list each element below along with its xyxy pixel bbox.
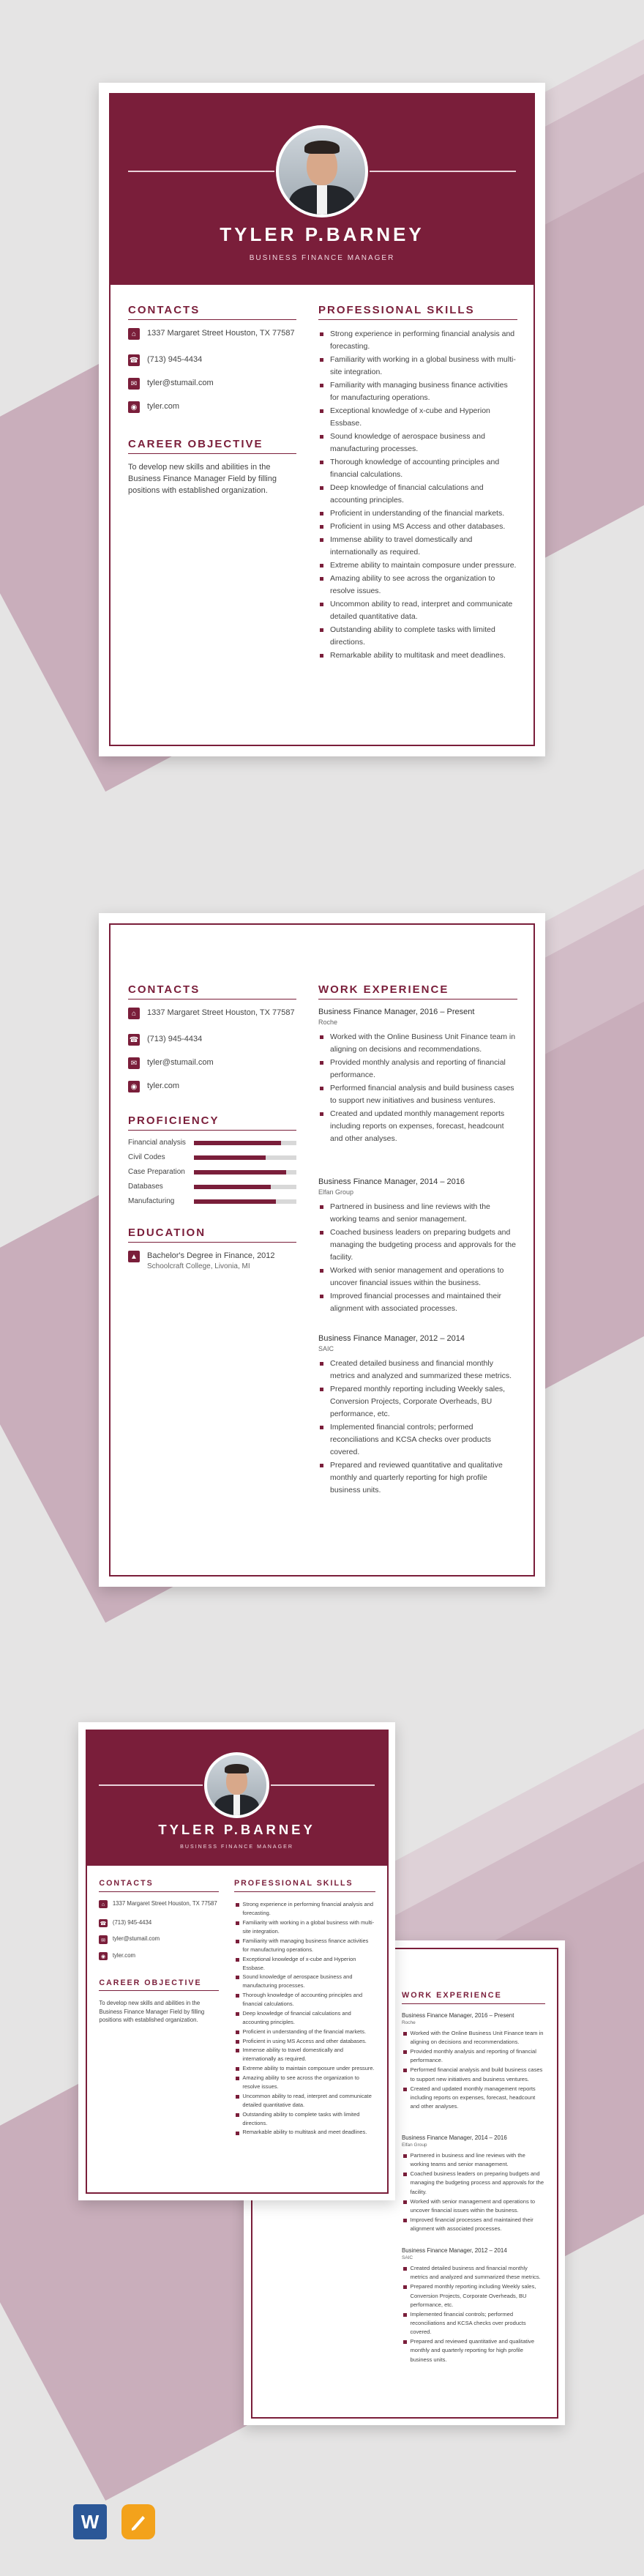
bullet-item: Provided monthly analysis and reporting of financial performance. <box>318 1057 517 1082</box>
contact-item <box>128 1008 296 1019</box>
bullet-item: Familiarity with managing business finance activities for manufacturing operations. <box>234 1937 375 1954</box>
header-line-left <box>99 1784 203 1786</box>
job-title: Business Finance Manager, 2014 – 2016 <box>402 2134 507 2141</box>
bullet-item: Performed financial analysis and build business cases to support new initiatives and business ventures. <box>402 2066 545 2083</box>
bullet-item: Implemented financial controls; performed reconciliations and KCSA checks over products covered. <box>402 2310 545 2337</box>
graduation-cap-icon: ▲ <box>128 1251 140 1262</box>
education-degree: Bachelor's Degree in Finance, 2012 <box>147 1251 275 1260</box>
education-school: Schoolcraft College, Livonia, MI <box>147 1262 250 1270</box>
bullet-item: Proficient in using MS Access and other databases. <box>318 521 517 533</box>
bullet-item: Created detailed business and financial monthly metrics and analyzed and summarized these metrics. <box>402 2264 545 2282</box>
bullet-item: Improved financial processes and maintained their alignment with associated processes. <box>318 1290 517 1315</box>
contact-text: tyler@stumail.com <box>147 379 214 387</box>
bullet-item: Worked with the Online Business Unit Finance team in aligning on decisions and recommendations. <box>402 2029 545 2047</box>
profile-photo <box>204 1752 269 1817</box>
bullet-item: Worked with the Online Business Unit Finance team in aligning on decisions and recommendations. <box>318 1031 517 1056</box>
job-company: Roche <box>318 1019 338 1026</box>
bullet-item: Uncommon ability to read, interpret and communicate detailed quantitative data. <box>234 2092 375 2110</box>
proficiency-fill <box>194 1155 266 1160</box>
proficiency-bar <box>194 1155 296 1160</box>
proficiency-item <box>128 1168 296 1176</box>
bullet-item: Exceptional knowledge of x-cube and Hyperion Essbase. <box>234 1955 375 1973</box>
proficiency-fill <box>194 1170 286 1175</box>
job-title: Business Finance Manager, 2012 – 2014 <box>318 1334 465 1343</box>
header-line-left <box>128 171 274 172</box>
contact-text: 1337 Margaret Street Houston, TX 77587 <box>147 329 295 338</box>
bullet-list <box>402 2151 545 2234</box>
job-company: Elfan Group <box>402 2142 427 2148</box>
contact-item <box>128 1081 296 1092</box>
contact-item <box>128 328 296 340</box>
bullet-item: Implemented financial controls; performed reconciliations and KCSA checks over products covered. <box>318 1421 517 1459</box>
job-title: Business Finance Manager, 2014 – 2016 <box>318 1177 465 1186</box>
job-title: Business Finance Manager, 2012 – 2014 <box>402 2247 507 2255</box>
web-icon: ◉ <box>99 1952 107 1960</box>
education-text <box>147 1251 296 1271</box>
bullet-item: Partnered in business and line reviews with the working teams and senior management. <box>402 2151 545 2169</box>
proficiency-bar <box>194 1185 296 1189</box>
photo-shirt <box>317 185 327 215</box>
proficiency-label: Manufacturing <box>128 1197 175 1205</box>
proficiency-label: Financial analysis <box>128 1139 186 1147</box>
contact-text: 1337 Margaret Street Houston, TX 77587 <box>147 1008 295 1017</box>
bullet-item: Familiarity with working in a global business with multi-site integration. <box>234 1918 375 1936</box>
bullet-list <box>234 1900 375 2137</box>
skills-title: PROFESSIONAL SKILLS <box>234 1879 353 1888</box>
contacts-title-rule <box>99 1891 218 1892</box>
bullet-item: Extreme ability to maintain composure under pressure. <box>318 559 517 572</box>
contact-item <box>128 1034 296 1046</box>
photo-hair <box>304 141 339 155</box>
location-icon: ⌂ <box>99 1900 107 1908</box>
education-item <box>128 1251 296 1271</box>
bullet-item: Remarkable ability to multitask and meet deadlines. <box>234 2128 375 2137</box>
contact-text: (713) 945-4434 <box>147 1035 203 1043</box>
skills-title-rule <box>318 319 517 320</box>
bullet-item: Prepared monthly reporting including Weekly sales, Conversion Projects, Corporate Overheads, BU performance, etc. <box>318 1383 517 1421</box>
proficiency-bar <box>194 1199 296 1204</box>
proficiency-bar <box>194 1170 296 1175</box>
location-icon: ⌂ <box>128 1008 140 1019</box>
bullet-item: Performed financial analysis and build business cases to support new initiatives and business ventures. <box>318 1082 517 1107</box>
bullet-list <box>318 328 517 663</box>
education-title-rule <box>128 1242 296 1243</box>
photo-shirt <box>233 1795 241 1815</box>
bullet-item: Created and updated monthly management reports including reports on expenses, forecast, headcount and other analyses. <box>402 2085 545 2112</box>
contact-item <box>128 401 296 413</box>
bullet-item: Deep knowledge of financial calculations and accounting principles. <box>234 2009 375 2027</box>
bullet-item: Coached business leaders on preparing budgets and managing the budgeting process and approvals for the facility. <box>402 2170 545 2197</box>
objective-title-rule <box>128 453 296 454</box>
bullet-list <box>318 1358 517 1497</box>
photo-hair <box>225 1764 249 1773</box>
proficiency-label: Civil Codes <box>128 1153 165 1161</box>
job-company: Elfan Group <box>318 1188 354 1196</box>
contacts-title: CONTACTS <box>128 304 201 316</box>
contact-text: tyler.com <box>112 1952 136 1959</box>
proficiency-bar <box>194 1141 296 1145</box>
proficiency-title-rule <box>128 1130 296 1131</box>
phone-icon: ☎ <box>99 1919 107 1927</box>
location-icon: ⌂ <box>128 328 140 340</box>
bullet-item: Proficient in using MS Access and other databases. <box>234 2037 375 2046</box>
candidate-name: TYLER P.BARNEY <box>220 223 424 245</box>
contact-item <box>128 354 296 366</box>
proficiency-label: Databases <box>128 1183 163 1191</box>
career-objective-text: To develop new skills and abilities in the Business Finance Manager Field by filling positions with established organization. <box>128 463 277 495</box>
contact-text: tyler@stumail.com <box>112 1935 160 1943</box>
bullet-item: Created and updated monthly management reports including reports on expenses, forecast, headcount and other analyses. <box>318 1108 517 1145</box>
contact-text: (713) 945-4434 <box>147 355 203 364</box>
job-title: Business Finance Manager, 2016 – Present <box>318 1008 475 1016</box>
bullet-item: Coached business leaders on preparing budgets and managing the budgeting process and approvals for the facility. <box>318 1226 517 1264</box>
proficiency-label: Case Preparation <box>128 1168 185 1176</box>
bullet-item: Proficient in understanding of the financial markets. <box>318 507 517 520</box>
contact-text: tyler.com <box>147 402 180 411</box>
resume-page-2 <box>99 913 545 1587</box>
bullet-item: Sound knowledge of aerospace business and manufacturing processes. <box>234 1973 375 1990</box>
contact-text: 1337 Margaret Street Houston, TX 77587 <box>112 1900 217 1907</box>
phone-icon: ☎ <box>128 1034 140 1046</box>
bullet-list <box>402 2264 545 2364</box>
proficiency-fill <box>194 1199 276 1204</box>
bullet-item: Thorough knowledge of accounting principles and financial calculations. <box>318 456 517 481</box>
job-company: SAIC <box>402 2255 413 2260</box>
web-icon: ◉ <box>128 401 140 413</box>
proficiency-item <box>128 1153 296 1161</box>
web-icon: ◉ <box>128 1081 140 1092</box>
bullet-item: Worked with senior management and operations to uncover financial issues within the business. <box>402 2197 545 2215</box>
bullet-item: Uncommon ability to read, interpret and communicate detailed quantitative data. <box>318 598 517 623</box>
objective-title-rule <box>99 1990 218 1991</box>
bullet-item: Prepared monthly reporting including Weekly sales, Conversion Projects, Corporate Overheads, BU performance, etc. <box>402 2282 545 2309</box>
objective-title: CAREER OBJECTIVE <box>128 438 263 450</box>
contact-item <box>99 1919 218 1927</box>
bullet-item: Improved financial processes and maintained their alignment with associated processes. <box>402 2216 545 2233</box>
bullet-item: Familiarity with managing business finance activities for manufacturing operations. <box>318 379 517 404</box>
proficiency-item <box>128 1139 296 1147</box>
bullet-item: Remarkable ability to multitask and meet deadlines. <box>318 649 517 662</box>
candidate-name: TYLER P.BARNEY <box>158 1822 315 1838</box>
word-icon: W <box>73 2504 107 2539</box>
experience-title-rule <box>402 2003 545 2004</box>
contact-item <box>99 1935 218 1943</box>
experience-title: WORK EXPERIENCE <box>402 1991 502 2000</box>
resume-page-1 <box>99 83 545 756</box>
email-icon: ✉ <box>99 1935 107 1943</box>
photo-background <box>279 128 365 215</box>
bullet-item: Extreme ability to maintain composure under pressure. <box>234 2064 375 2073</box>
bullet-item: Thorough knowledge of accounting principles and financial calculations. <box>234 1991 375 2009</box>
bullet-item: Proficient in understanding of the financial markets. <box>234 2028 375 2036</box>
contacts-title-rule <box>128 319 296 320</box>
contact-item <box>128 1057 296 1069</box>
bullet-item: Prepared and reviewed quantitative and qualitative monthly and quarterly reporting for high profile business units. <box>402 2337 545 2364</box>
experience-title: WORK EXPERIENCE <box>318 983 449 996</box>
education-title: EDUCATION <box>128 1226 206 1239</box>
bullet-item: Prepared and reviewed quantitative and qualitative monthly and quarterly reporting for high profile business units. <box>318 1459 517 1497</box>
bullet-list <box>318 1031 517 1146</box>
bullet-list <box>402 2029 545 2112</box>
career-objective-text: To develop new skills and abilities in the Business Finance Manager Field by filling positions with established organization. <box>99 2000 205 2023</box>
bullet-item: Immense ability to travel domestically and internationally as required. <box>234 2046 375 2063</box>
contact-item <box>99 1952 218 1960</box>
bullet-list <box>318 1201 517 1316</box>
bullet-item: Worked with senior management and operations to uncover financial issues within the business. <box>318 1265 517 1289</box>
job-company: Roche <box>402 2020 416 2025</box>
bullet-item: Familiarity with working in a global business with multi-site integration. <box>318 354 517 379</box>
resume-page-1-preview <box>78 1722 395 2200</box>
bullet-item: Deep knowledge of financial calculations and accounting principles. <box>318 482 517 507</box>
contacts-title: CONTACTS <box>99 1879 154 1888</box>
bullet-item: Amazing ability to see across the organization to resolve issues. <box>234 2074 375 2091</box>
skills-title: PROFESSIONAL SKILLS <box>318 304 475 316</box>
bullet-item: Sound knowledge of aerospace business and manufacturing processes. <box>318 431 517 455</box>
bullet-item: Strong experience in performing financial analysis and forecasting. <box>318 328 517 353</box>
header-line-right <box>271 1784 375 1786</box>
job-company: SAIC <box>318 1345 334 1352</box>
skills-title-rule <box>234 1891 375 1892</box>
pages-icon <box>121 2504 155 2539</box>
job-title: Business Finance Manager, 2016 – Present <box>402 2011 514 2019</box>
bullet-item: Provided monthly analysis and reporting of financial performance. <box>402 2047 545 2065</box>
proficiency-item <box>128 1183 296 1191</box>
email-icon: ✉ <box>128 1057 140 1069</box>
contacts-title: CONTACTS <box>128 983 201 996</box>
proficiency-fill <box>194 1141 281 1145</box>
bullet-item: Immense ability to travel domestically and internationally as required. <box>318 534 517 559</box>
photo-background <box>207 1755 266 1814</box>
objective-title: CAREER OBJECTIVE <box>99 1978 202 1987</box>
bullet-item: Created detailed business and financial monthly metrics and analyzed and summarized these metrics. <box>318 1358 517 1382</box>
email-icon: ✉ <box>128 378 140 390</box>
bullet-item: Outstanding ability to complete tasks with limited directions. <box>234 2110 375 2128</box>
profile-photo <box>276 125 368 217</box>
proficiency-fill <box>194 1185 271 1189</box>
bullet-item: Exceptional knowledge of x-cube and Hyperion Essbase. <box>318 405 517 430</box>
proficiency-title: PROFICIENCY <box>128 1114 220 1127</box>
proficiency-item <box>128 1197 296 1205</box>
bullet-item: Outstanding ability to complete tasks with limited directions. <box>318 624 517 649</box>
contact-item <box>128 378 296 390</box>
candidate-role: BUSINESS FINANCE MANAGER <box>180 1844 293 1850</box>
phone-icon: ☎ <box>128 354 140 366</box>
contact-item <box>99 1900 218 1908</box>
header-line-right <box>370 171 516 172</box>
bullet-item: Amazing ability to see across the organization to resolve issues. <box>318 573 517 598</box>
bullet-item: Partnered in business and line reviews with the working teams and senior management. <box>318 1201 517 1226</box>
candidate-role: BUSINESS FINANCE MANAGER <box>249 254 395 262</box>
contact-text: tyler.com <box>147 1082 180 1090</box>
bullet-item: Strong experience in performing financial analysis and forecasting. <box>234 1900 375 1918</box>
contact-text: tyler@stumail.com <box>147 1058 214 1067</box>
contact-text: (713) 945-4434 <box>112 1918 152 1926</box>
